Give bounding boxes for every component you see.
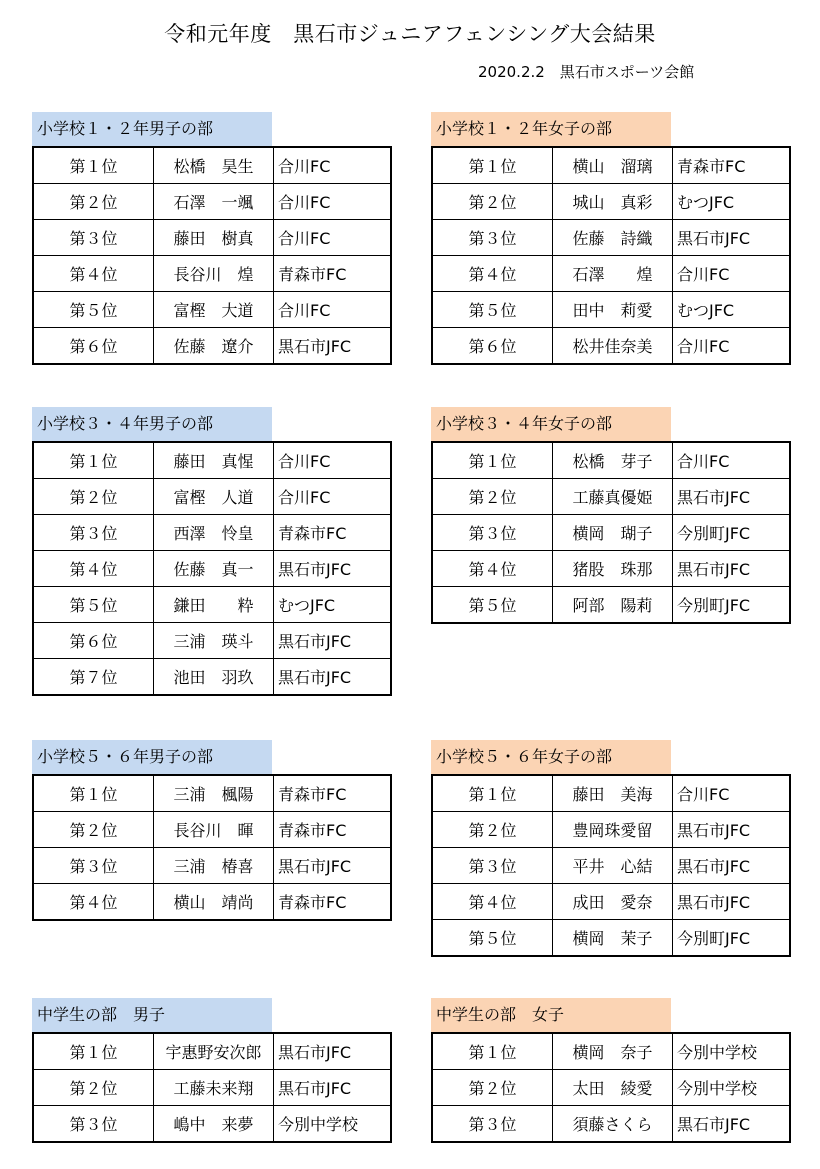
club-cell: 黒石市JFC: [274, 659, 392, 696]
club-cell: 青森市FC: [673, 147, 791, 184]
name-cell: 猪股 珠那: [553, 551, 673, 587]
name-cell: 横岡 茉子: [553, 920, 673, 957]
name-cell: 横山 溜璃: [553, 147, 673, 184]
rank-cell: 第３位: [33, 1106, 154, 1143]
name-cell: 三浦 瑛斗: [154, 623, 274, 659]
rank-cell: 第２位: [432, 184, 553, 220]
club-cell: 合川FC: [274, 147, 392, 184]
club-cell: むつJFC: [274, 587, 392, 623]
name-cell: 松井佳奈美: [553, 328, 673, 365]
club-cell: 青森市FC: [274, 256, 392, 292]
table-row: [33, 812, 391, 848]
rank-cell: 第１位: [432, 1033, 553, 1070]
club-cell: むつJFC: [673, 184, 791, 220]
table-row: [33, 220, 391, 256]
rank-cell: 第６位: [33, 328, 154, 365]
rank-cell: 第６位: [33, 623, 154, 659]
table-row: [432, 920, 790, 957]
rank-cell: 第４位: [432, 551, 553, 587]
name-cell: 工藤真優姫: [553, 479, 673, 515]
table-row: [432, 442, 790, 479]
club-cell: 黒石市JFC: [673, 812, 791, 848]
table-row: [432, 775, 790, 812]
name-cell: 城山 真彩: [553, 184, 673, 220]
results-table: [32, 146, 392, 365]
rank-cell: 第２位: [432, 812, 553, 848]
section-heading: 小学校３・４年男子の部: [32, 407, 272, 441]
name-cell: 佐藤 詩織: [553, 220, 673, 256]
name-cell: 成田 愛奈: [553, 884, 673, 920]
table-row: [33, 551, 391, 587]
club-cell: 黒石市JFC: [673, 1106, 791, 1143]
results-table: [431, 774, 791, 957]
rank-cell: 第１位: [432, 147, 553, 184]
rank-cell: 第６位: [432, 328, 553, 365]
table-row: [432, 848, 790, 884]
rank-cell: 第４位: [33, 256, 154, 292]
table-row: [33, 147, 391, 184]
table-row: [432, 1106, 790, 1143]
name-cell: 阿部 陽莉: [553, 587, 673, 624]
table-row: [432, 1033, 790, 1070]
section-heading: 小学校３・４年女子の部: [431, 407, 671, 441]
rank-cell: 第１位: [33, 442, 154, 479]
results-table: [431, 1032, 791, 1143]
rank-cell: 第３位: [432, 515, 553, 551]
section-heading: 小学校５・６年男子の部: [32, 740, 272, 774]
results-table: [32, 441, 392, 696]
rank-cell: 第３位: [33, 515, 154, 551]
club-cell: 今別中学校: [673, 1070, 791, 1106]
club-cell: 黒石市JFC: [673, 848, 791, 884]
name-cell: 宇惠野安次郎: [154, 1033, 274, 1070]
rank-cell: 第４位: [33, 551, 154, 587]
club-cell: 黒石市JFC: [673, 884, 791, 920]
table-row: [432, 515, 790, 551]
name-cell: 鎌田 粋: [154, 587, 274, 623]
club-cell: 合川FC: [274, 479, 392, 515]
results-table: [431, 441, 791, 624]
club-cell: 黒石市JFC: [274, 328, 392, 365]
name-cell: 長谷川 暉: [154, 812, 274, 848]
name-cell: 西澤 怜皇: [154, 515, 274, 551]
table-row: [432, 220, 790, 256]
rank-cell: 第１位: [33, 775, 154, 812]
name-cell: 須藤さくら: [553, 1106, 673, 1143]
name-cell: 太田 綾愛: [553, 1070, 673, 1106]
table-row: [432, 1070, 790, 1106]
table-row: [432, 587, 790, 624]
name-cell: 石澤 一颯: [154, 184, 274, 220]
table-row: [33, 184, 391, 220]
results-table: [32, 1032, 392, 1143]
table-row: [432, 551, 790, 587]
section-elementary-5-6-boys: [32, 740, 392, 921]
club-cell: 今別町JFC: [673, 920, 791, 957]
table-row: [432, 328, 790, 365]
section-heading: 中学生の部 男子: [32, 998, 272, 1032]
table-row: [33, 848, 391, 884]
section-elementary-3-4-boys: [32, 407, 392, 696]
rank-cell: 第１位: [432, 775, 553, 812]
section-elementary-5-6-girls: [431, 740, 791, 957]
table-row: [33, 256, 391, 292]
section-heading: 小学校５・６年女子の部: [431, 740, 671, 774]
rank-cell: 第３位: [33, 848, 154, 884]
club-cell: 今別町JFC: [673, 515, 791, 551]
rank-cell: 第３位: [432, 1106, 553, 1143]
name-cell: 平井 心結: [553, 848, 673, 884]
table-row: [432, 147, 790, 184]
table-row: [33, 659, 391, 696]
table-row: [432, 812, 790, 848]
club-cell: 合川FC: [673, 442, 791, 479]
table-row: [33, 884, 391, 921]
name-cell: 佐藤 遼介: [154, 328, 274, 365]
club-cell: 黒石市JFC: [673, 479, 791, 515]
rank-cell: 第１位: [432, 442, 553, 479]
section-elementary-1-2-girls: [431, 112, 791, 365]
club-cell: むつJFC: [673, 292, 791, 328]
club-cell: 合川FC: [274, 220, 392, 256]
rank-cell: 第２位: [33, 812, 154, 848]
section-heading: 中学生の部 女子: [431, 998, 671, 1032]
section-elementary-3-4-girls: [431, 407, 791, 624]
name-cell: 豊岡珠愛留: [553, 812, 673, 848]
name-cell: 横岡 瑚子: [553, 515, 673, 551]
table-row: [432, 884, 790, 920]
section-heading: 小学校１・２年女子の部: [431, 112, 671, 146]
rank-cell: 第４位: [33, 884, 154, 921]
rank-cell: 第５位: [33, 587, 154, 623]
club-cell: 黒石市JFC: [274, 551, 392, 587]
rank-cell: 第２位: [33, 184, 154, 220]
table-row: [33, 587, 391, 623]
name-cell: 藤田 真惺: [154, 442, 274, 479]
event-date-venue: 2020.2.2 黒石市スポーツ会館: [478, 63, 695, 81]
table-row: [33, 479, 391, 515]
rank-cell: 第５位: [432, 587, 553, 624]
club-cell: 黒石市JFC: [274, 1070, 392, 1106]
section-junior-high-girls: [431, 998, 791, 1143]
name-cell: 横岡 奈子: [553, 1033, 673, 1070]
name-cell: 三浦 楓陽: [154, 775, 274, 812]
rank-cell: 第３位: [432, 848, 553, 884]
rank-cell: 第２位: [33, 479, 154, 515]
section-elementary-1-2-boys: [32, 112, 392, 365]
rank-cell: 第１位: [33, 1033, 154, 1070]
club-cell: 黒石市JFC: [274, 848, 392, 884]
name-cell: 横山 靖尚: [154, 884, 274, 921]
table-row: [33, 292, 391, 328]
club-cell: 青森市FC: [274, 884, 392, 921]
name-cell: 田中 莉愛: [553, 292, 673, 328]
name-cell: 富樫 人道: [154, 479, 274, 515]
club-cell: 今別中学校: [673, 1033, 791, 1070]
club-cell: 青森市FC: [274, 812, 392, 848]
club-cell: 合川FC: [274, 292, 392, 328]
section-junior-high-boys: [32, 998, 392, 1143]
table-row: [33, 515, 391, 551]
club-cell: 合川FC: [274, 184, 392, 220]
club-cell: 青森市FC: [274, 775, 392, 812]
rank-cell: 第２位: [432, 1070, 553, 1106]
name-cell: 石澤 煌: [553, 256, 673, 292]
name-cell: 嶋中 来夢: [154, 1106, 274, 1143]
club-cell: 今別町JFC: [673, 587, 791, 624]
name-cell: 佐藤 真一: [154, 551, 274, 587]
table-row: [432, 184, 790, 220]
rank-cell: 第５位: [432, 292, 553, 328]
rank-cell: 第５位: [432, 920, 553, 957]
table-row: [33, 442, 391, 479]
name-cell: 富樫 大道: [154, 292, 274, 328]
club-cell: 合川FC: [673, 256, 791, 292]
rank-cell: 第４位: [432, 256, 553, 292]
table-row: [33, 623, 391, 659]
rank-cell: 第２位: [33, 1070, 154, 1106]
results-table: [32, 774, 392, 921]
table-row: [33, 328, 391, 365]
club-cell: 黒石市JFC: [673, 551, 791, 587]
name-cell: 工藤未来翔: [154, 1070, 274, 1106]
club-cell: 黒石市JFC: [274, 1033, 392, 1070]
table-row: [432, 479, 790, 515]
rank-cell: 第４位: [432, 884, 553, 920]
rank-cell: 第５位: [33, 292, 154, 328]
name-cell: 三浦 椿喜: [154, 848, 274, 884]
name-cell: 長谷川 煌: [154, 256, 274, 292]
club-cell: 青森市FC: [274, 515, 392, 551]
club-cell: 黒石市JFC: [673, 220, 791, 256]
page-title: 令和元年度 黒石市ジュニアフェンシング大会結果: [164, 22, 656, 46]
section-heading: 小学校１・２年男子の部: [32, 112, 272, 146]
club-cell: 黒石市JFC: [274, 623, 392, 659]
table-row: [432, 256, 790, 292]
club-cell: 合川FC: [274, 442, 392, 479]
name-cell: 松橋 昊生: [154, 147, 274, 184]
club-cell: 今別中学校: [274, 1106, 392, 1143]
table-row: [33, 1070, 391, 1106]
table-row: [33, 1033, 391, 1070]
club-cell: 合川FC: [673, 775, 791, 812]
results-table: [431, 146, 791, 365]
name-cell: 池田 羽玖: [154, 659, 274, 696]
rank-cell: 第７位: [33, 659, 154, 696]
name-cell: 松橋 芽子: [553, 442, 673, 479]
table-row: [33, 1106, 391, 1143]
name-cell: 藤田 美海: [553, 775, 673, 812]
club-cell: 合川FC: [673, 328, 791, 365]
rank-cell: 第２位: [432, 479, 553, 515]
name-cell: 藤田 樹真: [154, 220, 274, 256]
rank-cell: 第３位: [432, 220, 553, 256]
table-row: [432, 292, 790, 328]
rank-cell: 第１位: [33, 147, 154, 184]
rank-cell: 第３位: [33, 220, 154, 256]
table-row: [33, 775, 391, 812]
